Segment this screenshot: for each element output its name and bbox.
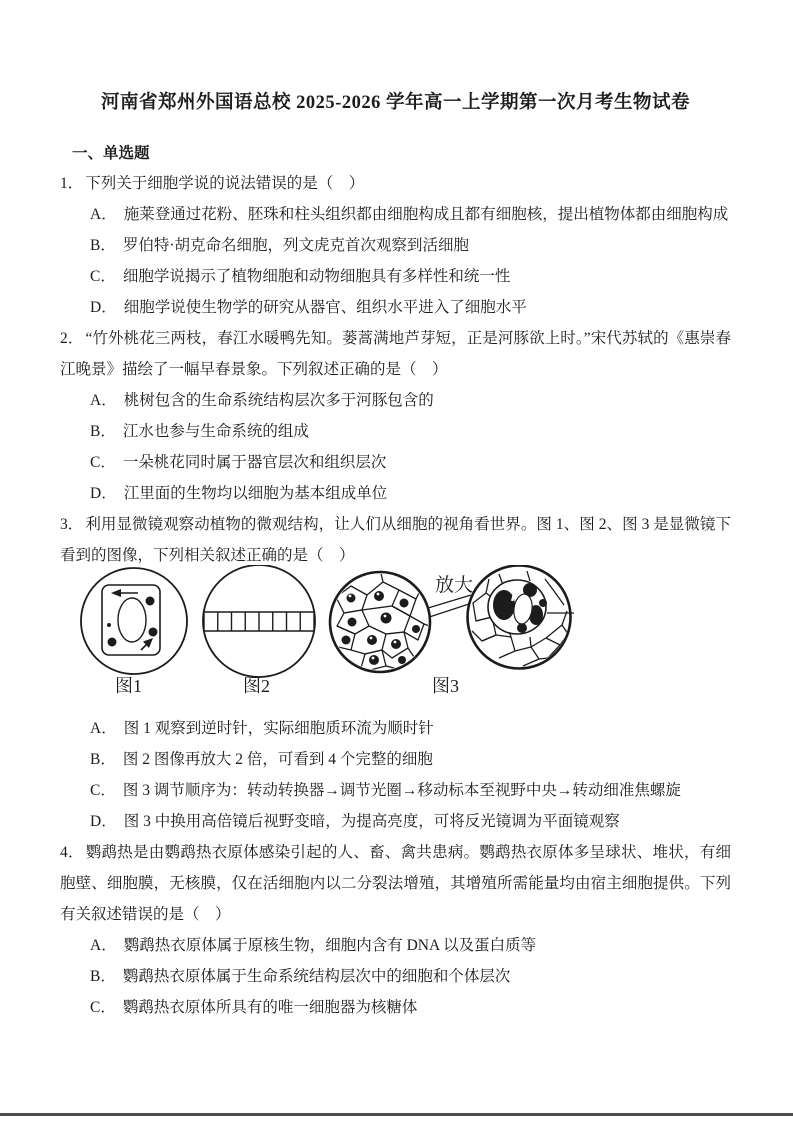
option-text: 鹦鹉热衣原体所具有的唯一细胞器为核糖体 bbox=[122, 999, 418, 1016]
question-1 bbox=[60, 168, 731, 323]
question-4-stem bbox=[60, 837, 731, 930]
option-label: A． bbox=[90, 206, 117, 223]
option-label: C． bbox=[90, 782, 116, 799]
option-label: B． bbox=[90, 237, 116, 254]
microscope-figure bbox=[75, 565, 605, 705]
fig2-view bbox=[203, 565, 315, 677]
option-label: D． bbox=[90, 299, 117, 316]
question-2-option-d bbox=[90, 478, 731, 509]
question-2-option-b bbox=[90, 416, 731, 447]
arrow-left-icon bbox=[111, 589, 121, 597]
question-1-option-c bbox=[90, 261, 731, 292]
question-2-stem bbox=[60, 323, 731, 385]
option-text: 鹦鹉热衣原体属于原核生物，细胞内含有 DNA 以及蛋白质等 bbox=[123, 937, 537, 954]
question-3-option-a bbox=[90, 713, 731, 744]
option-label: B． bbox=[90, 423, 116, 440]
option-label: B． bbox=[90, 751, 116, 768]
question-1-option-b bbox=[90, 230, 731, 261]
section-heading: 一、单选题 bbox=[72, 145, 150, 162]
fig1-label: 图1 bbox=[115, 676, 142, 696]
option-label: A． bbox=[90, 720, 117, 737]
question-1-stem bbox=[60, 168, 731, 199]
option-text: 一朵桃花同时属于器官层次和组织层次 bbox=[122, 454, 387, 471]
fig3-right-view bbox=[468, 566, 575, 669]
question-number: 2． bbox=[60, 330, 84, 347]
question-2-option-c bbox=[90, 447, 731, 478]
question-4-option-c bbox=[90, 992, 731, 1023]
option-text: 图 3 中换用高倍镜后视野变暗，为提高亮度，可将反光镜调为平面镜观察 bbox=[123, 813, 620, 830]
option-label: D． bbox=[90, 485, 117, 502]
option-label: A． bbox=[90, 392, 117, 409]
option-text: 江水也参与生命系统的组成 bbox=[122, 423, 309, 440]
option-text: 鹦鹉热衣原体属于生命系统结构层次中的细胞和个体层次 bbox=[122, 968, 511, 985]
fig3-label: 图3 bbox=[432, 676, 459, 696]
question-3-stem bbox=[60, 509, 731, 571]
option-label: C． bbox=[90, 999, 116, 1016]
question-text: 鹦鹉热是由鹦鹉热衣原体感染引起的人、畜、禽共患病。鹦鹉热衣原体多呈球状、堆状，有细胞壁、细胞膜，无核膜，仅在活细胞内以二分裂法增殖，其增殖所需能量均由宿主细胞提供。下列有关叙述错误的是（ ） bbox=[60, 844, 731, 923]
magnify-label: 放大 bbox=[435, 575, 474, 596]
exam-title: 河南省郑州外国语总校 2025-2026 学年高一上学期第一次月考生物试卷 bbox=[101, 93, 690, 113]
option-text: 江里面的生物均以细胞为基本组成单位 bbox=[123, 485, 388, 502]
option-label: C． bbox=[90, 268, 116, 285]
question-number: 4． bbox=[60, 844, 84, 861]
question-3-option-b bbox=[90, 744, 731, 775]
question-3 bbox=[60, 509, 731, 837]
question-text: 利用显微镜观察动植物的微观结构，让人们从细胞的视角看世界。图 1、图 2、图 3 是显微镜下看到的图像，下列相关叙述正确的是（ ） bbox=[60, 516, 731, 564]
question-2 bbox=[60, 323, 731, 509]
question-text: 下列关于细胞学说的说法错误的是（ ） bbox=[85, 175, 365, 192]
question-4-option-b bbox=[90, 961, 731, 992]
question-4-option-a bbox=[90, 930, 731, 961]
question-3-option-c bbox=[90, 775, 731, 806]
question-4 bbox=[60, 837, 731, 1023]
option-text: 桃树包含的生命系统结构层次多于河豚包含的 bbox=[123, 392, 434, 409]
option-label: C． bbox=[90, 454, 116, 471]
fig2-label: 图2 bbox=[243, 676, 270, 696]
option-label: B． bbox=[90, 968, 116, 985]
option-text: 图 3 调节顺序为：转动转换器→调节光圈→移动标本至视野中央→转动细准焦螺旋 bbox=[122, 782, 681, 799]
option-text: 施莱登通过花粉、胚珠和柱头组织都由细胞构成且都有细胞核，提出植物体都由细胞构成 bbox=[123, 206, 729, 223]
fig1-view bbox=[81, 568, 187, 674]
option-text: 细胞学说使生物学的研究从器官、组织水平进入了细胞水平 bbox=[123, 299, 527, 316]
question-number: 1． bbox=[60, 175, 84, 192]
question-text: “竹外桃花三两枝，春江水暖鸭先知。蒌蒿满地芦芽短，正是河豚欲上时。”宋代苏轼的《惠崇春江晚景》描绘了一幅早春景象。下列叙述正确的是（ ） bbox=[60, 330, 731, 378]
question-2-option-a bbox=[90, 385, 731, 416]
fig3-left-view bbox=[325, 572, 432, 672]
option-text: 图 1 观察到逆时针，实际细胞质环流为顺时针 bbox=[123, 720, 434, 737]
question-1-option-d bbox=[90, 292, 731, 323]
question-1-option-a bbox=[90, 199, 731, 230]
option-text: 图 2 图像再放大 2 倍，可看到 4 个完整的细胞 bbox=[122, 751, 433, 768]
question-3-option-d bbox=[90, 806, 731, 837]
option-label: A． bbox=[90, 937, 117, 954]
option-label: D． bbox=[90, 813, 117, 830]
option-text: 罗伯特·胡克命名细胞，列文虎克首次观察到活细胞 bbox=[122, 237, 470, 254]
question-number: 3． bbox=[60, 516, 84, 533]
option-text: 细胞学说揭示了植物细胞和动物细胞具有多样性和统一性 bbox=[122, 268, 511, 285]
page-bottom-border bbox=[0, 1113, 793, 1116]
